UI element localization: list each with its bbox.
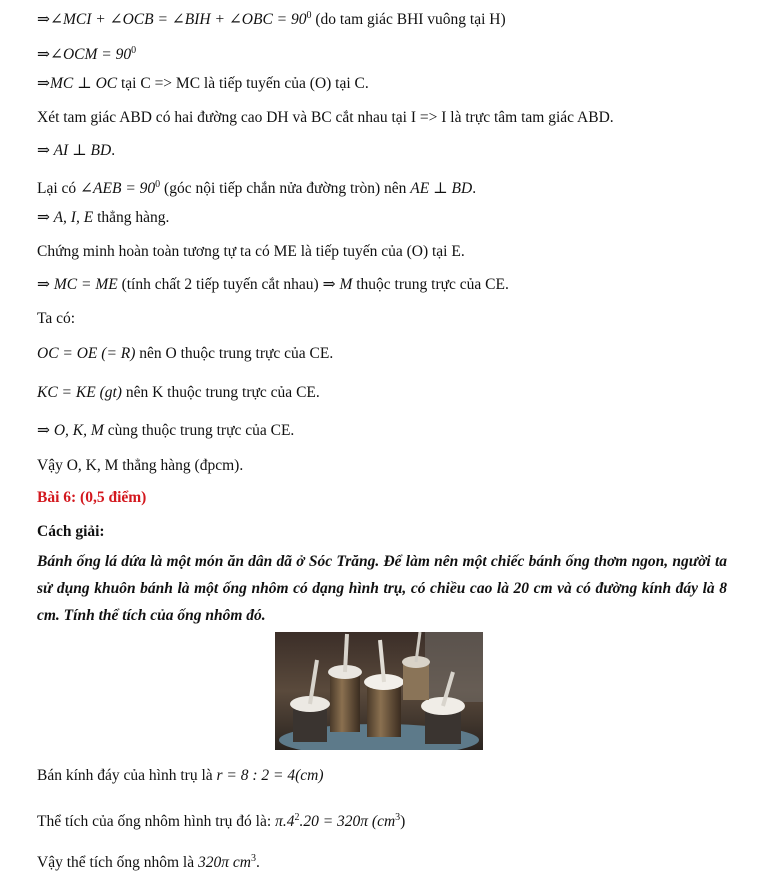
proof-line-3 [37,74,369,94]
problem-statement: Bánh ống lá dứa là một món ăn dân dã ở Sóc Trăng. Để làm nên một chiếc bánh ống thơm ngon, người ta sử dụng khuôn bánh là một ống nhôm có dạng hình trụ, có chiều cao là 20 cm và có đường kính đáy là 8 cm. Tính thể tích của ống nhôm đó. [37,553,727,624]
proof-line-2 [37,41,136,65]
math-expression: 320π cm [198,854,251,872]
math-expression: r = 8 : 2 = 4(cm) [216,767,324,784]
line-text: ) [400,813,406,831]
line-text: Ta có: [37,310,76,327]
line-text: (do tam giác BHI vuông tại H) [311,11,506,29]
proof-line-11 [37,344,333,364]
math-expression: π.4 [275,813,295,831]
line-text: (tính chất 2 tiếp tuyến cắt nhau) [117,276,323,293]
line-text: . [111,142,116,159]
superscript: 0 [306,10,312,21]
math-expression: AE ⊥ BD [410,180,473,198]
superscript: 3 [395,812,401,823]
math-expression: ⇒ MC = ME [37,276,118,293]
superscript: 3 [250,853,256,864]
proof-line-4 [37,108,614,128]
superscript: 2 [294,812,300,823]
math-expression: ⇒∠MCI + ∠OCB = ∠BIH + ∠OBC = 90 [37,11,307,29]
math-expression: ∠AEB = 90 [80,180,156,198]
math-expression: ⇒ O, K, M [37,422,104,439]
proof-line-13 [37,421,294,441]
method-label: Cách giải: [37,523,105,540]
solution-conclusion [37,849,260,873]
proof-line-5 [37,141,115,161]
cake-mold-image [275,632,483,750]
math-expression: ⇒ M [322,276,353,293]
line-text: Vậy thể tích ống nhôm là [37,854,198,872]
solution-volume [37,808,405,832]
math-expression: ⇒ A, I, E [37,209,94,226]
proof-line-1 [37,6,506,30]
line-text: thuộc trung trực của CE. [352,276,509,293]
math-expression: KC = KE (gt) [37,384,122,401]
line-text: Vậy O, K, M thẳng hàng (đpcm). [37,457,244,474]
line-text: Chứng minh hoàn toàn tương tự ta có ME là tiếp tuyến của (O) tại E. [37,243,465,260]
math-expression: ⇒MC ⊥ OC [37,75,118,92]
proof-line-12 [37,383,320,403]
line-text: Bán kính đáy của hình trụ là [37,767,217,784]
section-heading: Bài 6: (0,5 điểm) [37,489,147,506]
line-text: thẳng hàng. [93,209,170,226]
line-text: cùng thuộc trung trực của CE. [103,422,295,439]
proof-line-9 [37,275,509,295]
math-expression: ⇒∠OCM = 90 [37,46,132,64]
proof-line-14 [37,456,243,476]
line-text: nên O thuộc trung trực của CE. [135,345,334,362]
line-text: (góc nội tiếp chắn nửa đường tròn) nên [160,180,411,198]
proof-line-8 [37,242,465,262]
line-text: Xét tam giác ABD có hai đường cao DH và BC cắt nhau tại I => I là trực tâm tam giác ABD. [37,109,614,126]
line-text: Thể tích của ống nhôm hình trụ đó là: [37,813,276,831]
solution-radius [37,766,324,786]
proof-line-7 [37,208,169,228]
line-text: Lại có [37,180,81,198]
line-text: . [255,854,260,872]
proof-line-6 [37,175,476,199]
math-expression: OC = OE (= R) [37,345,136,362]
cake-mold-photo [275,632,483,750]
line-text: . [472,180,477,198]
superscript: 0 [155,179,161,190]
line-text: nên K thuộc trung trực của CE. [121,384,320,401]
line-text: tại C => MC là tiếp tuyến của (O) tại C. [117,75,369,92]
math-expression: ⇒ AI ⊥ BD [37,142,112,159]
math-expression: .20 = 320π (cm [299,813,396,831]
superscript: 0 [131,45,137,56]
proof-line-10 [37,309,75,329]
